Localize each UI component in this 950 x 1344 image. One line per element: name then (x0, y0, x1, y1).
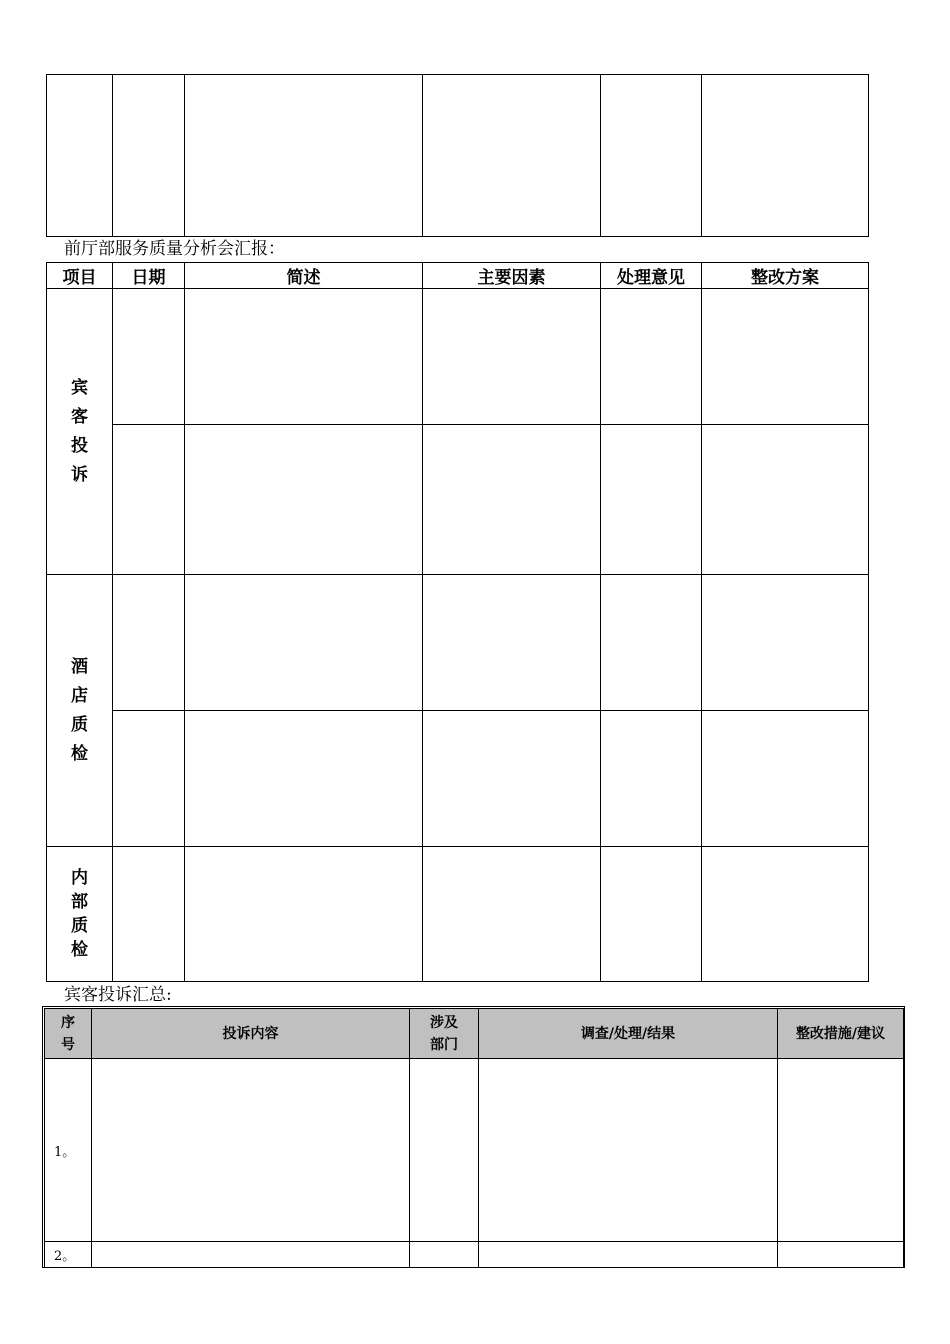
table-row (47, 575, 869, 711)
category-guest-complaints: 宾 客 投 诉 (47, 289, 113, 575)
description-cell[interactable] (185, 711, 423, 847)
plan-cell[interactable] (702, 425, 869, 575)
factors-cell[interactable] (423, 425, 601, 575)
header-investigation-result: 调查/处理/结果 (479, 1009, 778, 1059)
blank-cell[interactable] (185, 75, 423, 237)
table-row (47, 847, 869, 982)
previous-table-continuation (46, 74, 869, 237)
description-cell[interactable] (185, 425, 423, 575)
row-number: 2。 (45, 1242, 92, 1268)
table-row (47, 425, 869, 575)
header-rectification-plan: 整改方案 (702, 263, 869, 289)
blank-cell[interactable] (47, 75, 113, 237)
description-cell[interactable] (185, 575, 423, 711)
factors-cell[interactable] (423, 847, 601, 982)
opinion-cell[interactable] (601, 575, 702, 711)
date-cell[interactable] (113, 425, 185, 575)
blank-cell[interactable] (113, 75, 185, 237)
complaint-summary-frame (42, 1006, 905, 1268)
header-complaint-content: 投诉内容 (92, 1009, 410, 1059)
blank-cell[interactable] (702, 75, 869, 237)
description-cell[interactable] (185, 847, 423, 982)
complaint-content-cell[interactable] (92, 1242, 410, 1268)
summary-row (45, 1242, 904, 1268)
date-cell[interactable] (113, 847, 185, 982)
plan-cell[interactable] (702, 289, 869, 425)
opinion-cell[interactable] (601, 425, 702, 575)
summary-row (45, 1059, 904, 1242)
complaint-summary-table (44, 1008, 904, 1268)
measures-cell[interactable] (778, 1059, 904, 1242)
department-cell[interactable] (410, 1242, 479, 1268)
date-cell[interactable] (113, 711, 185, 847)
header-item: 项目 (47, 263, 113, 289)
date-cell[interactable] (113, 289, 185, 425)
row-number: 1。 (45, 1059, 92, 1242)
opinion-cell[interactable] (601, 289, 702, 425)
measures-cell[interactable] (778, 1242, 904, 1268)
header-index: 序 号 (45, 1009, 92, 1059)
header-handling-opinion: 处理意见 (601, 263, 702, 289)
complaint-content-cell[interactable] (92, 1059, 410, 1242)
factors-cell[interactable] (423, 289, 601, 425)
result-cell[interactable] (479, 1242, 778, 1268)
header-row (47, 263, 869, 289)
opinion-cell[interactable] (601, 711, 702, 847)
category-hotel-inspection: 酒 店 质 检 (47, 575, 113, 847)
factors-cell[interactable] (423, 711, 601, 847)
blank-cell[interactable] (601, 75, 702, 237)
description-cell[interactable] (185, 289, 423, 425)
analysis-section-title: 前厅部服务质量分析会汇报： (64, 239, 285, 259)
header-main-factors: 主要因素 (423, 263, 601, 289)
service-quality-analysis-table (46, 262, 869, 982)
header-description: 简述 (185, 263, 423, 289)
complaint-summary-title: 宾客投诉汇总: (64, 985, 172, 1005)
header-date: 日期 (113, 263, 185, 289)
table-row (47, 711, 869, 847)
date-cell[interactable] (113, 575, 185, 711)
blank-cell[interactable] (423, 75, 601, 237)
plan-cell[interactable] (702, 847, 869, 982)
header-measures: 整改措施/建议 (778, 1009, 904, 1059)
department-cell[interactable] (410, 1059, 479, 1242)
header-department: 涉及 部门 (410, 1009, 479, 1059)
plan-cell[interactable] (702, 575, 869, 711)
summary-header-row (45, 1009, 904, 1059)
opinion-cell[interactable] (601, 847, 702, 982)
plan-cell[interactable] (702, 711, 869, 847)
factors-cell[interactable] (423, 575, 601, 711)
result-cell[interactable] (479, 1059, 778, 1242)
table-row (47, 289, 869, 425)
category-internal-inspection: 内 部 质 检 (47, 847, 113, 982)
